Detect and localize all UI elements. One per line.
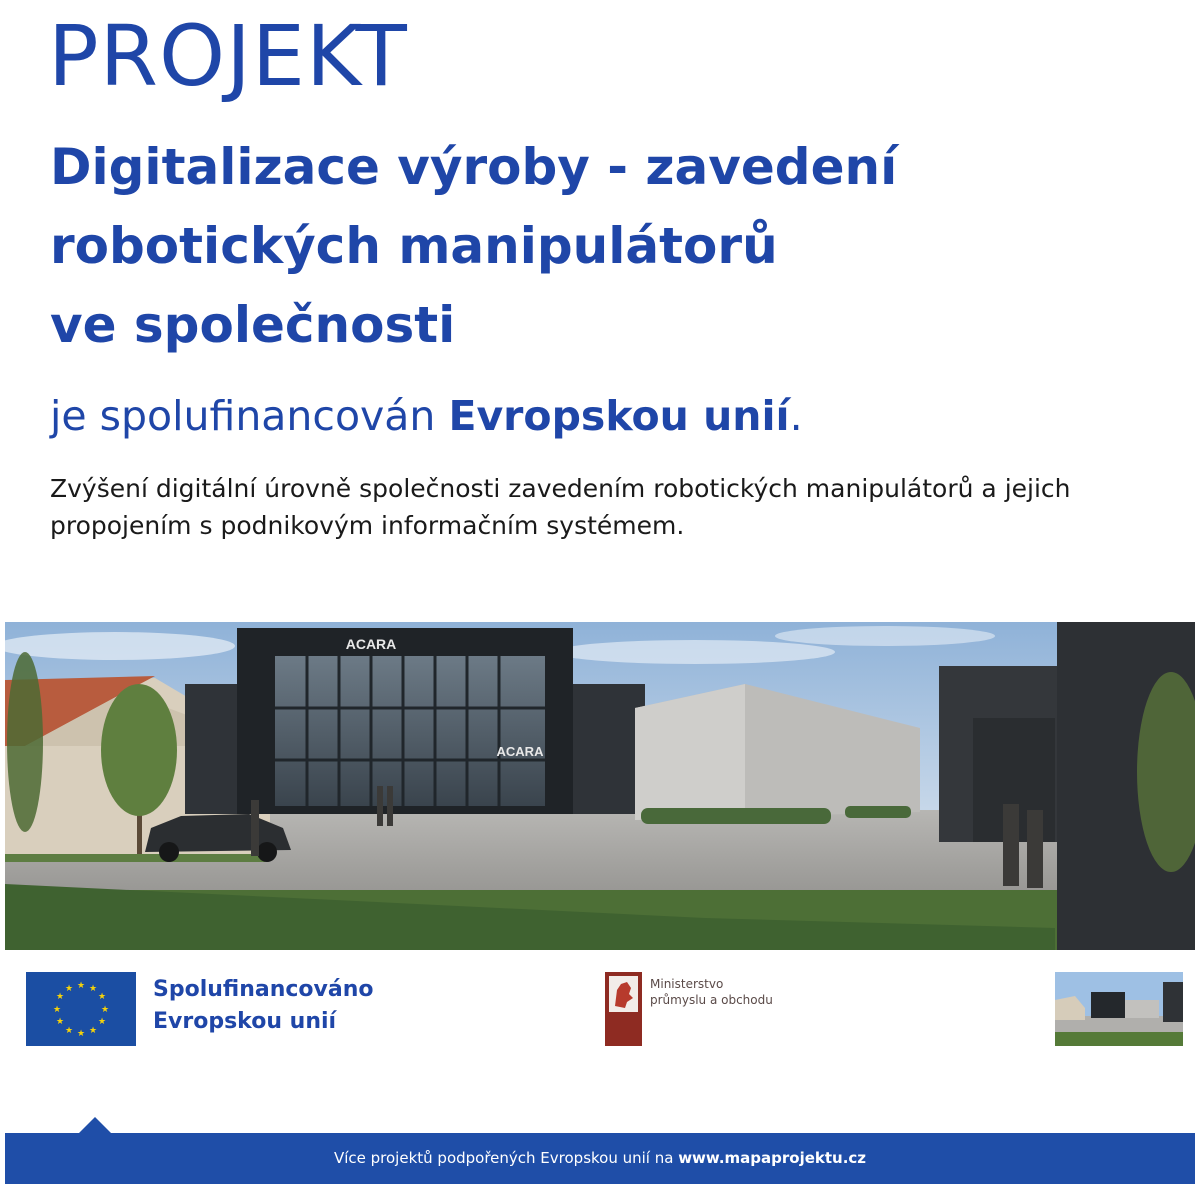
svg-text:★: ★ <box>88 1026 98 1036</box>
project-title <box>50 128 1150 365</box>
entrance-sign: ACARA <box>496 744 544 759</box>
svg-text:★: ★ <box>97 992 107 1002</box>
cofinanced-suffix: . <box>789 392 803 440</box>
title-line-2: robotických manipulátorů <box>50 217 778 275</box>
svg-text:★: ★ <box>64 1026 74 1036</box>
ministry-label-line-2: průmyslu a obchodu <box>650 993 773 1007</box>
eu-label-line-2: Evropskou unií <box>153 1009 337 1034</box>
svg-text:★: ★ <box>76 981 86 991</box>
ministry-lion-emblem-icon <box>605 972 642 1046</box>
cofinanced-statement <box>50 388 803 444</box>
cofinanced-prefix: je spolufinancován <box>50 392 449 440</box>
building-sign: ACARA <box>345 636 397 652</box>
project-description: Zvýšení digitální úrovně společnosti zavedením robotických manipulátorů a jejich propojením s podnikovým informačním systémem. <box>50 474 1071 540</box>
building-thumbnail <box>1055 972 1183 1046</box>
ministry-label-line-1: Ministerstvo <box>650 977 724 991</box>
svg-text:★: ★ <box>97 1017 107 1027</box>
svg-text:★: ★ <box>76 1029 86 1039</box>
svg-text:★: ★ <box>100 1005 110 1015</box>
eu-cofinanced-label <box>153 974 374 1038</box>
mapaprojektu-link[interactable]: www.mapaprojektu.cz <box>678 1149 867 1167</box>
project-kicker: PROJEKT <box>48 7 408 105</box>
footer-text <box>5 1133 1195 1184</box>
cofinanced-eu: Evropskou unií <box>448 392 790 440</box>
eu-label-line-1: Spolufinancováno <box>153 977 374 1002</box>
svg-text:★: ★ <box>64 984 74 994</box>
footer-text-prefix: Více projektů podpořených Evropskou unií na <box>333 1149 679 1167</box>
footer-bar-notch <box>78 1117 112 1134</box>
svg-text:★: ★ <box>88 984 98 994</box>
svg-text:★: ★ <box>55 992 65 1002</box>
title-line-3: ve společnosti <box>50 296 456 354</box>
ministry-label <box>650 976 773 1008</box>
title-line-1: Digitalizace výroby - zavedení <box>50 138 898 196</box>
svg-text:★: ★ <box>52 1005 62 1015</box>
building-photo <box>5 622 1195 950</box>
eu-flag-icon <box>26 972 136 1046</box>
svg-text:★: ★ <box>55 1017 65 1027</box>
